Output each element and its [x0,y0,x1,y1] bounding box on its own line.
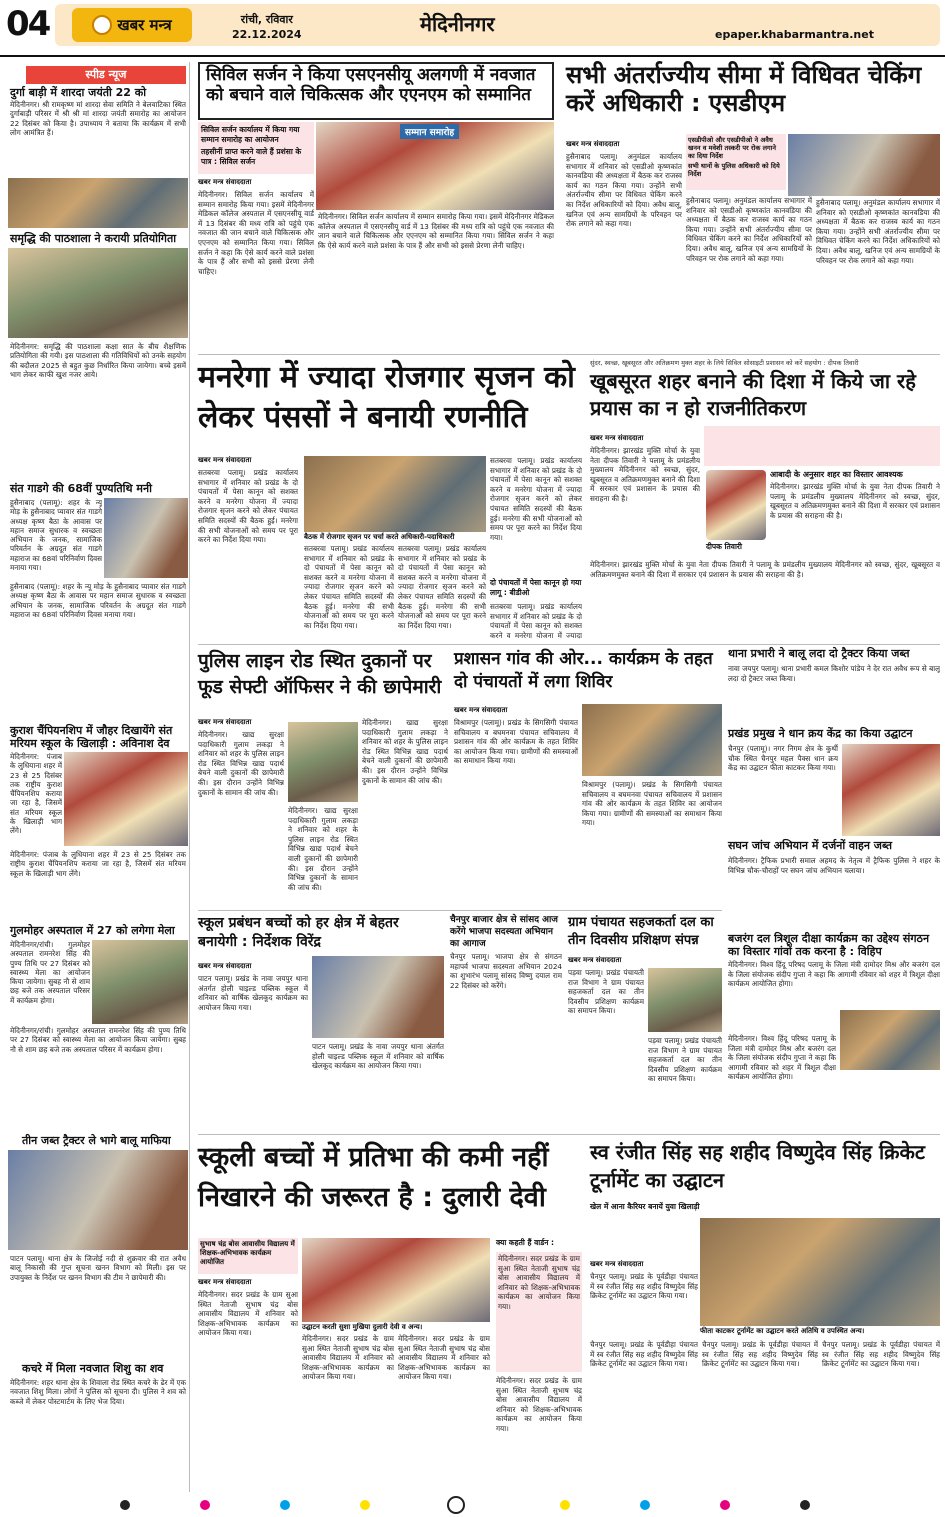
divider [198,644,940,645]
bullet-box [686,134,786,190]
subhead: खेल में आना कैरियर बनायें युवा खिलाड़ी [590,1202,700,1211]
story-body: मेदिनीनगर। खाद्य सुरक्षा पदाधिकारी गुलाम लकड़ा ने शनिवार को शहर के पुलिस लाइन रोड स्थित विभिन्न खाद्य पदार्थ बेचने वाली दुकानों की छापेमारी की। इस दौरान उन्होंने विभिन्न दुकानों के सामान की जांच की। [288,806,358,892]
headline: स्कूल प्रबंधन बच्चों को हर क्षेत्र में बेहतर बनायेगी : निर्देशक विरेंद्र [198,915,399,950]
byline: खबर मन्त्र संवाददाता [590,1260,644,1268]
registration-dot [200,1500,210,1510]
headline: तीन जब्त ट्रैक्टर ले भागे बालू माफिया [22,1134,171,1147]
highlight-box: सुभाष चंद्र बोस आवासीय विद्यालय में शिक्षक-अभिभावक कार्यक्रम आयोजित [198,1238,298,1274]
headline: प्रखंड प्रमुख ने धान क्रय केंद्र का किया उद्घाटन [728,727,913,740]
news-photo [842,744,940,836]
headline: थाना प्रभारी ने बालू लदा दो ट्रैक्टर किया जब्त [728,647,910,660]
headline: खूबसूरत शहर बनाने की दिशा में किये जा रहे प्रयास का न हो राजनीतिकरण [590,369,916,420]
news-photo [840,1010,940,1070]
news-photo [788,134,940,196]
story-body: मेदिनीनगर: शहर थाना क्षेत्र के शिवाला रोड स्थित कचरे के ढेर में एक नवजात शिशु मिला। लोगों ने पुलिस को सूचना दी। पुलिस ने शव को कब्जे में लेकर पोस्टमार्टम के लिए भेज दिया। [10,1378,186,1406]
news-photo [288,722,358,802]
subhead: दो पंचायतों में पेसा कानून हो गया लागू : बीडीओ [490,578,582,597]
registration-dot [360,1500,370,1510]
headline: बजरंग दल त्रिशूल दीक्षा कार्यक्रम का उद्देश्य संगठन का विस्तार गांवों तक करना है : विहिप [728,932,930,958]
story-body: हुसैनाबाद पलामू। अनुमंडल कार्यालय सभागार में शनिवार को एसडीओ कृष्णकांत कानवडिया की अध्यक्षता में बैठक कर राजस्व कार्य का गठन किया गया। उन्होंने सभी अंतर्राज्यीय सीमा पर विधिवत चेकिंग करने का निर्देश अधिकारियों को दिया। अवैध बालू, खनिज एवं अन्य सामग्रियों के परिवहन पर रोक लगाने को कहा गया। [566,152,682,229]
registration-dot [720,1500,730,1510]
speed-news-label: स्पीड न्यूज [26,66,186,84]
news-photo [582,704,722,776]
headline: कुराश चैंपियनशिप में जौहर दिखायेंगे संत मरियम स्कूल के खिलाड़ी : अविनाश देव [10,724,173,750]
registration-dot [280,1500,290,1510]
story-body: मेदिनीनगर: समृद्धि की पाठशाला कक्षा सात के बीच शैक्षणिक प्रतियोगिता की गयी। इस पाठशाला की गतिविधियों को उनके सहयोग की बदौलत 2025 से बहुत कुछ निर्धारित किया जायेगा। बच्चे इसमें भाग लेकर काफी खुश नजर आये। [10,342,186,379]
story-body: मेदिनीनगर। सदर प्रखंड के ग्राम सुआ स्थित नेताजी सुभाष चंद्र बोस आवासीय विद्यालय में शनिवार को शिक्षक-अभिभावक कार्यक्रम का आयोजन किया गया। [398,1334,490,1382]
news-photo [312,956,444,1038]
date: 22.12.2024 [232,28,302,41]
story-body: चैनपुर पलामू। प्रखंड के पूर्वडीहा पंचायत में स्व रंजीत सिंह सह शहीद विष्णुदेव सिंह क्रिकेट टूर्नामेंट का उद्घाटन किया गया। [822,1340,940,1369]
divider [198,1134,940,1135]
headline: स्कूली बच्चों में प्रतिभा की कमी नहीं निखारने की जरूरत है : दुलारी देवी [198,1142,549,1213]
headline: सिविल सर्जन ने किया एसएनसीयू अलगणी में नवजात को बचाने वाले चिकित्सक और एएनएम को सम्मानित [198,62,554,120]
story-body: हुसैनाबाद पलामू। अनुमंडल कार्यालय सभागार में शनिवार को एसडीओ कृष्णकांत कानवडिया की अध्यक्षता में बैठक कर राजस्व कार्य का गठन किया गया। उन्होंने सभी अंतर्राज्यीय सीमा पर विधिवत चेकिंग करने का निर्देश अधिकारियों को दिया। अवैध बालू, खनिज एवं अन्य सामग्रियों के परिवहन पर रोक लगाने को कहा गया। [686,196,812,263]
quote-head: आबादी के अनुसार शहर का विस्तार आवश्यक [770,470,903,479]
registration-dot [120,1500,130,1510]
story-body: मेदिनीनगर। सदर प्रखंड के ग्राम सुआ स्थित नेताजी सुभाष चंद्र बोस आवासीय विद्यालय में शनिवार को शिक्षक-अभिभावक कार्यक्रम का आयोजन किया गया। [496,1376,582,1433]
epaper-link[interactable]: epaper.khabarmantra.net [715,28,874,41]
story-body: चैनपुर पलामू। प्रखंड के पूर्वडीहा पंचायत में स्व रंजीत सिंह सह शहीद विष्णुदेव सिंह क्रिकेट टूर्नामेंट का उद्घाटन किया गया। [590,1272,698,1301]
story-body: विश्रामपुर (पलामू)। प्रखंड के सिगसिगी पंचायत सचिवालय व बघमनवा पंचायत सचिवालय में प्रशासन गांव की ओर कार्यक्रम के तहत शिविर का आयोजन किया गया। ग्रामीणों की समस्याओं का समाधान किया गया। [582,780,722,828]
photo-caption: बैठक में रोजगार सृजन पर चर्चा करते अधिकारी-पदाधिकारी [304,533,455,541]
story-body: सतबरवा पलामू। प्रखंड कार्यालय सभागार में शनिवार को प्रखंड के दो पंचायतों में पेसा कानून को सशक्त करने व मनरेगा योजना में ज्यादा रोजगार सृजन करने को लेकर पंचायत समिति सदस्यों की बैठक हुई। मनरेगा की सभी योजनाओं को समय पर पूरा करने का निर्देश दिया गया। [198,468,298,545]
photo-caption: फीता काटकर टूर्नामेंट का उद्घाटन करते अतिथि व उपस्थित अन्य। [700,1327,865,1335]
story-body: हुसैनाबाद (पलामू): शहर के न्यू मोड़ के हुसैनाबाद प्यावार संत गाडगे अध्यक्ष कृष्ण बैठा के आवास पर महान समाज सुधारक व स्वच्छता अभियान के जनक, सामाजिक परिवर्तन के अग्रदूत संत गाडगे महाराज का 68वां परिनिर्वाण दिवस मनाया गया। [10,582,186,619]
photo-caption: उद्घाटन करती सुशा मुखिया दुलारी देवी व अन्य। [302,1323,423,1331]
news-photo [92,940,188,1024]
story-body: मेदिनीनगर: पंजाब के लुधियाना शहर में 23 से 25 दिसंबर तक राष्ट्रीय कुराश चैंपियनशिप कराया जा रहा है, जिसमें संत मरियम स्कूल के खिलाड़ी भाग लेंगे। [10,850,186,878]
byline: खबर मन्त्र संवाददाता [566,140,620,148]
story-body: मेदिनीनगर। खाद्य सुरक्षा पदाधिकारी गुलाम लकड़ा ने शनिवार को शहर के पुलिस लाइन रोड स्थित विभिन्न खाद्य पदार्थ बेचने वाली दुकानों की छापेमारी की। इस दौरान उन्होंने विभिन्न दुकानों के सामान की जांच की। [198,730,284,797]
registration-dot [800,1500,810,1510]
story-body: हुसैनाबाद (पलामू): शहर के न्यू मोड़ के हुसैनाबाद प्यावार संत गाडगे अध्यक्ष कृष्ण बैठा के आवास पर महान समाज सुधारक व स्वच्छता अभियान के जनक, सामाजिक परिवर्तन के अग्रदूत संत गाडगे महाराज का 68वां परिनिर्वाण दिवस मनाया गया। [10,498,102,573]
headline: ग्राम पंचायत सहजकर्ता दल का तीन दिवसीय प्रशिक्षण संपन्न [568,915,714,948]
registration-dot [560,1500,570,1510]
news-photo [104,498,188,578]
highlight-text: तहसीनीं प्राप्त करने वाले हैं प्रशंसा के पात्र : सिविल सर्जन [201,147,302,166]
story-body: चैनपुर पलामू। भाजपा क्षेत्र से संगठन महापर्व भाजपा सदस्यता अभियान 2024 का शुभारंभ पलामू सांसद विष्णु दयाल राम 22 दिसंबर को करेंगे। [450,952,562,990]
photo-banner: सम्मान समारोह [400,124,459,139]
byline: खबर मन्त्र संवाददाता [454,706,508,714]
headline: दुर्गा बाड़ी में शारदा जयंती 22 को [10,86,147,99]
byline: खबर मन्त्र संवाददाता [198,718,252,726]
headline: समृद्धि की पाठशाला ने करायी प्रतियोगिता [10,232,177,245]
story-body: चैनपुर (पलामू)। नगर निगम क्षेत्र के कुर्थी चौक स्थित चैनपुर महल पैक्स धान क्रय केंद्र का उद्घाटन फीता काटकर किया गया। [728,744,838,773]
headline: कचरे में मिला नवजात शिशु का शव [22,1362,164,1375]
byline: खबर मन्त्र संवाददाता [198,962,252,970]
story-body: मेदिनीनगर। खाद्य सुरक्षा पदाधिकारी गुलाम लकड़ा ने शनिवार को शहर के पुलिस लाइन रोड स्थित विभिन्न खाद्य पदार्थ बेचने वाली दुकानों की छापेमारी की। इस दौरान उन्होंने विभिन्न दुकानों के सामान की जांच की। [362,718,448,785]
highlight-text: सिविल सर्जन कार्यालय में किया गया सम्मान समारोह का आयोजन [201,125,300,144]
story-body: पाटन पलामू। थाना क्षेत्र के जिजोई नदी से शुक्रवार की रात अवैध बालू निकासी की गुप्त सूचना खनन विभाग को मिली। इस पर उपायुक्त के निर्देश पर खनन विभाग की टीम ने छापेमारी की। [10,1254,186,1282]
byline: खबर मन्त्र संवाददाता [198,1278,252,1286]
story-body: चैनपुर पलामू। प्रखंड के पूर्वडीहा पंचायत में स्व रंजीत सिंह सह शहीद विष्णुदेव सिंह क्रिकेट टूर्नामेंट का उद्घाटन किया गया। [702,1340,818,1369]
news-photo [648,968,722,1032]
divider [198,354,940,355]
place-date [232,12,302,42]
story-body: पड़वा पलामू। प्रखंड पंचायती राज विभाग ने ग्राम पंचायत सहजकर्ता दल का तीन दिवसीय प्रशिक्षण कार्यक्रम का समापन किया। [648,1036,722,1084]
story-body: मेदिनीनगर। झारखंड मुक्ति मोर्चा के युवा नेता दीपक तिवारी ने पलामू के प्रमंडलीय मुख्यालय मेदिनीनगर को स्वच्छ, सुंदर, खूबसूरत व अतिक्रमणमुक्त बनाने की दिशा में सरकार एवं प्रशासन के प्रयास की सराहना की है। [590,446,700,503]
story-body: मेदिनीनगर/रांची। गुलमोहर अस्पताल रामनरेश सिंह की पुण्य तिथि पर 27 दिसंबर को स्वास्थ्य मेला का आयोजन किया जायेगा। सुबह नौ से शाम छह बजे तक अस्पताल परिसर में कार्यक्रम होगा। [10,940,90,1005]
news-photo [8,248,188,338]
place: रांची, रविवार [240,13,293,26]
story-body: मेदिनीनगर। सिविल सर्जन कार्यालय में सम्मान समारोह किया गया। इसमें मेदिनीनगर मेडिकल कॉलेज अस्पताल में एसएनसीयू वार्ड में 13 दिसंबर की मध्य रात्रि को पहुंचे एक नवजात की जान बचाने वाले चिकित्सक और एएनएम को सम्मानित किया गया। सिविल सर्जन ने कहा कि ऐसे कार्य करने वाले प्रशंसा के पात्र हैं और सभी को इससे प्रेरणा लेनी चाहिए। [318,212,554,250]
quote-box: मेदिनीनगर। सदर प्रखंड के ग्राम सुआ स्थित नेताजी सुभाष चंद्र बोस आवासीय विद्यालय में शनिवार को शिक्षक-अभिभावक कार्यक्रम का आयोजन किया गया। [496,1252,582,1372]
brand-icon [92,15,112,35]
portrait-photo [706,470,766,540]
story-body: मेदिनीनगर। ट्रैफिक प्रभारी समाल अहमद के नेतृत्व में ट्रैफिक पुलिस ने शहर के विभिन्न चौक-चौराहों पर सघन जांच अभियान चलाया। [728,856,940,875]
story-body: सतबरवा पलामू। प्रखंड कार्यालय सभागार में शनिवार को प्रखंड के दो पंचायतों में पेसा कानून को सशक्त करने व मनरेगा योजना में ज्यादा रोजगार सृजन करने को लेकर पंचायत समिति सदस्यों की बैठक हुई। मनरेगा की सभी योजनाओं को समय पर पूरा करने का निर्देश दिया गया। [398,544,486,630]
story-body: चैनपुर पलामू। प्रखंड के पूर्वडीहा पंचायत में स्व रंजीत सिंह सह शहीद विष्णुदेव सिंह क्रिकेट टूर्नामेंट का उद्घाटन किया गया। [590,1340,698,1369]
headline: सघन जांच अभियान में दर्जनों वाहन जब्त [728,839,892,852]
byline: खबर मन्त्र संवाददाता [198,178,252,186]
masthead-rule [0,55,945,57]
news-photo [8,1150,188,1250]
brand-logo[interactable] [72,8,192,42]
story-body: पाटन पलामू। प्रखंड के नावा जयपुर थाना अंतर्गत होली चाइल्ड पब्लिक स्कूल में शनिवार को वार्षिक खेलकूद कार्यक्रम का आयोजन किया गया। [312,1042,444,1071]
headline: पुलिस लाइन रोड स्थित दुकानों पर फूड सेफ्टी ऑफिसर ने की छापेमारी [198,650,442,698]
brand-name: खबर मन्त्र [117,16,172,34]
edition-name: मेदिनीनगर [420,12,495,36]
story-body: पाटन पलामू। प्रखंड के नावा जयपुर थाना अंतर्गत होली चाइल्ड पब्लिक स्कूल में शनिवार को वार्षिक खेलकूद कार्यक्रम का आयोजन किया गया। [198,974,308,1012]
byline: खबर मन्त्र संवाददाता [198,456,252,464]
crosshair-icon [447,1496,465,1514]
portrait-name: दीपक तिवारी [706,542,742,551]
story-body: मेदिनीनगर। झारखंड मुक्ति मोर्चा के युवा नेता दीपक तिवारी ने पलामू के प्रमंडलीय मुख्यालय मेदिनीनगर को स्वच्छ, सुंदर, खूबसूरत व अतिक्रमणमुक्त बनाने की दिशा में सरकार एवं प्रशासन के प्रयास की सराहना की है। [590,560,940,579]
story-body: नावा जयपुर पलामू। थाना प्रभारी कमल किशोर पांडेय ने देर रात अवैध रूप से बालू लदा दो ट्रैक्टर जब्त किया। [728,664,940,683]
story-body: सतबरवा पलामू। प्रखंड कार्यालय सभागार में शनिवार को प्रखंड के दो पंचायतों में पेसा कानून को सशक्त करने व मनरेगा योजना में ज्यादा [490,602,582,640]
story-body: मेदिनीनगर। सदर प्रखंड के ग्राम सुआ स्थित नेताजी सुभाष चंद्र बोस आवासीय विद्यालय में शनिवार को शिक्षक-अभिभावक कार्यक्रम का आयोजन किया गया। [302,1334,394,1382]
headline: प्रशासन गांव की ओर... कार्यक्रम के तहत दो पंचायतों में लगा शिविर [454,649,713,692]
news-photo [64,752,188,846]
story-body: विश्रामपुर (पलामू)। प्रखंड के सिगसिगी पंचायत सचिवालय व बघमनवा पंचायत सचिवालय में प्रशासन गांव की ओर कार्यक्रम के तहत शिविर का आयोजन किया गया। ग्रामीणों की समस्याओं का समाधान किया गया। [454,718,578,766]
news-photo [302,1238,490,1322]
story-body: सतबरवा पलामू। प्रखंड कार्यालय सभागार में शनिवार को प्रखंड के दो पंचायतों में पेसा कानून को सशक्त करने व मनरेगा योजना में ज्यादा रोजगार सृजन करने को लेकर पंचायत समिति सदस्यों की बैठक हुई। मनरेगा की सभी योजनाओं को समय पर पूरा करने का निर्देश दिया गया। [304,544,394,630]
headline: मनरेगा में ज्यादा रोजगार सृजन को लेकर पंससों ने बनायी रणनीति [198,360,575,435]
print-registration-strip [0,1490,945,1517]
story-body: मेदिनीनगर: पंजाब के लुधियाना शहर में 23 से 25 दिसंबर तक राष्ट्रीय कुराश चैंपियनशिप कराया जा रहा है, जिसमें संत मरियम स्कूल के खिलाड़ी भाग लेंगे। [10,752,62,836]
story-body: मेदिनीनगर। श्री रामकृष्ण मां शारदा सेवा समिति ने बेलवाटिका स्थित दुर्गाबाड़ी परिसर में श्री श्री मां शारदा जयंती समारोह का आयोजन 22 दिसंबर को किया है। उपाध्याय ने बताया कि कार्यक्रम में सभी लोग आमंत्रित हैं। [10,100,186,137]
news-photo [304,456,486,532]
headline: गुलमोहर अस्पताल में 27 को लगेगा मेला [10,924,175,937]
story-body: मेदिनीनगर। विश्व हिंदू परिषद पलामू के जिला मंत्री दामोदर मिश्र और बजरंग दल के जिला संयोजक संदीप गुप्ता ने कहा कि आगामी रविवार को शहर में त्रिशूल दीक्षा कार्यक्रम आयोजित होगा। [728,960,940,989]
quote-body: मेदिनीनगर। झारखंड मुक्ति मोर्चा के युवा नेता दीपक तिवारी ने पलामू के प्रमंडलीय मुख्यालय मेदिनीनगर को स्वच्छ, सुंदर, खूबसूरत व अतिक्रमणमुक्त बनाने की दिशा में सरकार एवं प्रशासन के प्रयास की सराहना की है। [770,482,940,520]
headline: संत गाडगे की 68वीं पुण्यतिथि मनी [10,482,152,495]
headline: चैनपुर बाजार क्षेत्र से सांसद आज करेंगे भाजपा सदस्यता अभियान का आगाज [450,915,558,949]
kicker: सुंदर, स्वच्छ, खूबसूरत और अतिक्रमण मुक्त शहर के लिये सिविल सोसाइटी प्रशासन को करें सहयोग : दीपक तिवारी [590,359,859,367]
byline: खबर मन्त्र संवाददाता [590,434,644,442]
bullet-text: सभी थानों के पुलिस अधिकारी को दिये निर्देश [688,162,780,178]
story-body: सतबरवा पलामू। प्रखंड कार्यालय सभागार में शनिवार को प्रखंड के दो पंचायतों में पेसा कानून को सशक्त करने व मनरेगा योजना में ज्यादा रोजगार सृजन करने को लेकर पंचायत समिति सदस्यों की बैठक हुई। मनरेगा की सभी योजनाओं को समय पर पूरा करने का निर्देश दिया गया। [490,456,582,542]
story-body: मेदिनीनगर। सदर प्रखंड के ग्राम सुआ स्थित नेताजी सुभाष चंद्र बोस आवासीय विद्यालय में शनिवार को शिक्षक-अभिभावक कार्यक्रम का आयोजन किया गया। [198,1290,298,1338]
headline: स्व रंजीत सिंह सह शहीद विष्णुदेव सिंह क्रिकेट टूर्नामेंट का उद्घाटन [590,1140,925,1192]
story-body: मेदिनीनगर। सिविल सर्जन कार्यालय में सम्मान समारोह किया गया। इसमें मेदिनीनगर मेडिकल कॉलेज अस्पताल में एसएनसीयू वार्ड में 13 दिसंबर की मध्य रात्रि को पहुंचे एक नवजात की जान बचाने वाले चिकित्सक और एएनएम को सम्मानित किया गया। सिविल सर्जन ने कहा कि ऐसे कार्य करने वाले प्रशंसा के पात्र हैं और सभी को इससे प्रेरणा लेनी चाहिए। [198,190,314,276]
story-body: मेदिनीनगर/रांची। गुलमोहर अस्पताल रामनरेश सिंह की पुण्य तिथि पर 27 दिसंबर को स्वास्थ्य मेला का आयोजन किया जायेगा। सुबह नौ से शाम छह बजे तक अस्पताल परिसर में कार्यक्रम होगा। [10,1026,186,1054]
story-body: मेदिनीनगर। विश्व हिंदू परिषद पलामू के जिला मंत्री दामोदर मिश्र और बजरंग दल के जिला संयोजक संदीप गुप्ता ने कहा कि आगामी रविवार को शहर में त्रिशूल दीक्षा कार्यक्रम आयोजित होगा। [728,1034,836,1082]
bullet-text: एसडीपीओ और एसडीपीओ ने अवैध खनन व मवेशी तस्करी पर रोक लगाने का दिया निर्देश [688,136,776,160]
subhead: क्या कहती हैं वार्डन : [496,1238,554,1247]
headline: सभी अंतर्राज्यीय सीमा में विधिवत चेकिंग करें अधिकारी : एसडीएम [566,61,922,117]
news-photo [700,1218,940,1326]
story-body: पड़वा पलामू। प्रखंड पंचायती राज विभाग ने ग्राम पंचायत सहजकर्ता दल का तीन दिवसीय प्रशिक्षण कार्यक्रम का समापन किया। [568,968,644,1016]
registration-dot [640,1500,650,1510]
page-number: 04 [6,4,50,44]
byline: खबर मन्त्र संवाददाता [568,956,622,964]
highlight-box [198,122,314,174]
highlight-box [704,426,940,466]
divider [198,910,722,911]
story-body: हुसैनाबाद पलामू। अनुमंडल कार्यालय सभागार में शनिवार को एसडीओ कृष्णकांत कानवडिया की अध्यक्षता में बैठक कर राजस्व कार्य का गठन किया गया। उन्होंने सभी अंतर्राज्यीय सीमा पर विधिवत चेकिंग करने का निर्देश अधिकारियों को दिया। अवैध बालू, खनिज एवं अन्य सामग्रियों के परिवहन पर रोक लगाने को कहा गया। [816,198,940,265]
news-photo [8,178,188,228]
